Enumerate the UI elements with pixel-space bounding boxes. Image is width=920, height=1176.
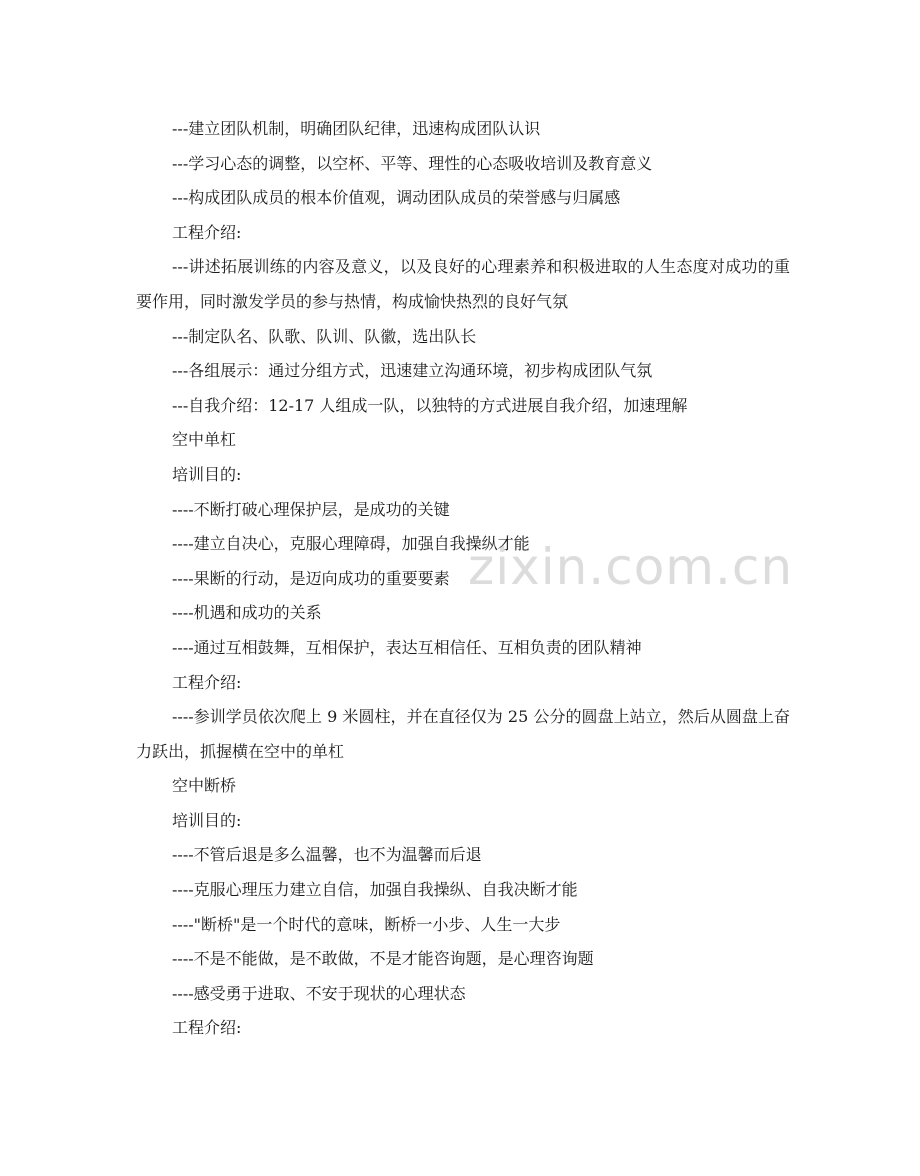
text-line: ----"断桥"是一个时代的意味，断桥一小步、人生一大步 xyxy=(172,914,561,934)
text-line: ----不是不能做，是不敢做，不是才能咨询题，是心理咨询题 xyxy=(172,949,594,969)
text-line: ---自我介绍：12-17 人组成一队，以独特的方式进展自我介绍，加速理解 xyxy=(172,395,688,415)
text-line: ----不断打破心理保护层，是成功的关键 xyxy=(172,499,450,519)
text-line: ---构成团队成员的根本价值观，调动团队成员的荣誉感与归属感 xyxy=(172,188,621,208)
section-label: 培训目的: xyxy=(172,810,242,830)
section-label: 工程介绍: xyxy=(172,222,242,242)
text-line: ----建立自决心，克服心理障碍，加强自我操纵才能 xyxy=(172,534,530,554)
watermark: zixin.com.cn xyxy=(468,538,794,596)
text-line: ----不管后退是多么温馨，也不为温馨而后退 xyxy=(172,845,482,865)
document-body xyxy=(136,112,790,1046)
text-paragraph: ----参训学员依次爬上 9 米圆柱，并在直径仅为 25 公分的圆盘上站立，然后从圆盘上奋力跃出，抓握横在空中的单杠 xyxy=(136,707,790,761)
text-line: ----机遇和成功的关系 xyxy=(172,603,322,623)
section-label: 培训目的: xyxy=(172,464,242,484)
text-line: ---制定队名、队歌、队训、队徽，选出队长 xyxy=(172,326,477,346)
text-line: ----果断的行动，是迈向成功的重要要素 xyxy=(172,568,450,588)
section-heading: 空中断桥 xyxy=(172,776,237,796)
text-paragraph: ---讲述拓展训练的内容及意义，以及良好的心理素养和积极进取的人生态度对成功的重要作用，同时激发学员的参与热情，构成愉快热烈的良好气氛 xyxy=(136,257,790,311)
text-line: ---各组展示：通过分组方式，迅速建立沟通环境，初步构成团队气氛 xyxy=(172,361,653,381)
text-line: ---学习心态的调整，以空杯、平等、理性的心态吸收培训及教育意义 xyxy=(172,153,653,173)
section-label: 工程介绍: xyxy=(172,672,242,692)
text-line: ---建立团队机制，明确团队纪律，迅速构成团队认识 xyxy=(172,119,541,138)
section-label: 工程介绍: xyxy=(172,1018,242,1038)
section-heading: 空中单杠 xyxy=(172,430,237,450)
text-line: ----克服心理压力建立自信，加强自我操纵、自我决断才能 xyxy=(172,880,578,900)
text-line: ----感受勇于进取、不安于现状的心理状态 xyxy=(172,983,466,1003)
text-line: ----通过互相鼓舞，互相保护，表达互相信任、互相负责的团队精神 xyxy=(172,637,642,657)
